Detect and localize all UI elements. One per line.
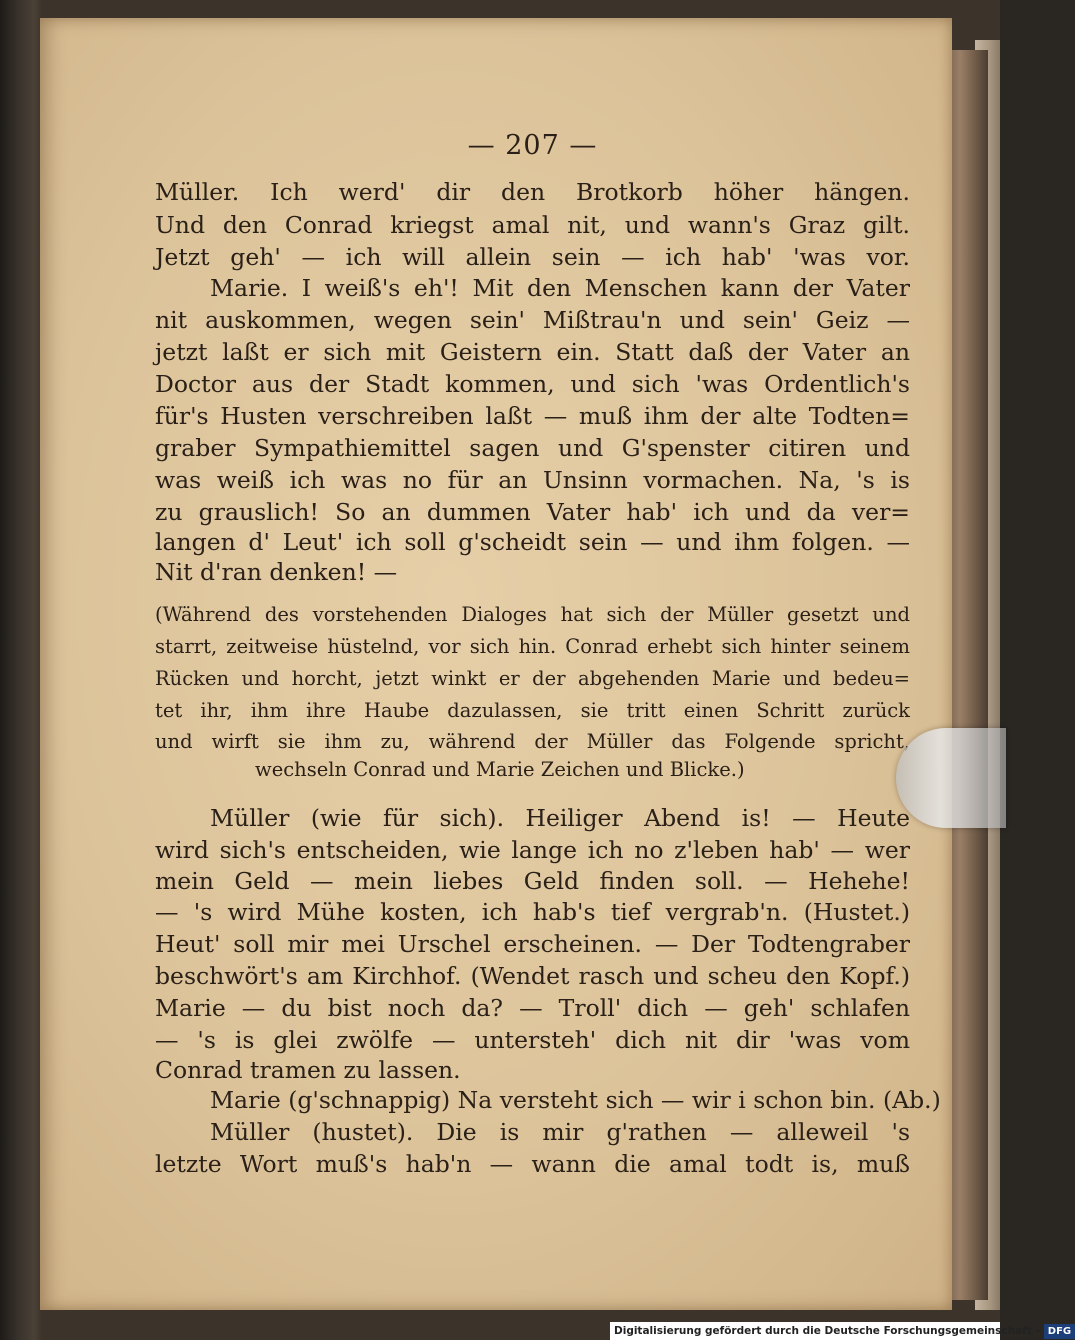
stage-direction-line: starrt, zeitweise hüstelnd, vor sich hin. Conrad erhebt sich hinter seinem (155, 635, 910, 658)
text-line: nit auskommen, wegen sein' Mißtrau'n und sein' Geiz — (155, 306, 910, 334)
text-line: zu grauslich! So an dummen Vater hab' ich und da ver= (155, 498, 910, 526)
text-line: langen d' Leut' ich soll g'scheidt sein — und ihm folgen. — (155, 528, 910, 556)
text-line: Marie (g'schnappig) Na versteht sich — wir i schon bin. (Ab.) (210, 1086, 941, 1114)
digitization-footer (610, 1322, 1072, 1340)
stage-direction-line: Rücken und horcht, jetzt winkt er der abgehenden Marie und bedeu= (155, 667, 910, 690)
text-line: beschwört's am Kirchhof. (Wendet rasch und scheu den Kopf.) (155, 962, 910, 990)
text-line: Doctor aus der Stadt kommen, und sich 'was Ordentlich's (155, 370, 910, 398)
text-line: wird sich's entscheiden, wie lange ich no z'leben hab' — wer (155, 836, 910, 864)
text-line: — 's wird Mühe kosten, ich hab's tief vergrab'n. (Hustet.) (155, 898, 910, 926)
book-cover-edge (948, 50, 988, 1300)
text-line: Marie — du bist noch da? — Troll' dich — geh' schlafen (155, 994, 910, 1022)
text-line: Müller. Ich werd' dir den Brotkorb höher hängen. (155, 178, 910, 206)
dfg-logo-icon: DFG (1044, 1324, 1075, 1339)
text-line: mein Geld — mein liebes Geld finden soll. — Hehehe! (155, 867, 910, 895)
text-line: Marie. I weiß's eh'! Mit den Menschen kann der Vater (210, 274, 910, 302)
text-line: für's Husten verschreiben laßt — muß ihm der alte Todten= (155, 402, 910, 430)
text-line: Jetzt geh' — ich will allein sein — ich hab' 'was vor. (155, 243, 910, 271)
stage-direction-line: (Während des vorstehenden Dialoges hat sich der Müller gesetzt und (155, 603, 910, 626)
page-number: — 207 — (467, 130, 598, 161)
text-line: Nit d'ran denken! — (155, 558, 398, 586)
text-line: Heut' soll mir mei Urschel erscheinen. — Der Todtengraber (155, 930, 910, 958)
text-line: — 's is glei zwölfe — untersteh' dich nit dir 'was vom (155, 1026, 910, 1054)
text-line: Conrad tramen zu lassen. (155, 1056, 461, 1084)
text-line: Müller (hustet). Die is mir g'rathen — alleweil 's (210, 1118, 910, 1146)
text-line: Müller (wie für sich). Heiliger Abend is! — Heute (210, 804, 910, 832)
text-line: was weiß ich was no für an Unsinn vormachen. Na, 's is (155, 466, 910, 494)
stage-direction-line: tet ihr, ihm ihre Haube dazulassen, sie tritt einen Schritt zurück (155, 699, 910, 722)
text-line: Und den Conrad kriegst amal nit, und wann's Graz gilt. (155, 211, 910, 239)
stage-direction-line: und wirft sie ihm zu, während der Müller das Folgende spricht, (155, 730, 910, 753)
text-line: graber Sympathiemittel sagen und G'spenster citiren und (155, 434, 910, 462)
footer-text: Digitalisierung gefördert durch die Deutsche Forschungsgemeinschaft - (614, 1325, 1040, 1337)
text-line: jetzt laßt er sich mit Geistern ein. Statt daß der Vater an (155, 338, 910, 366)
stage-direction-line: wechseln Conrad und Marie Zeichen und Blicke.) (255, 758, 745, 781)
book-page (40, 18, 952, 1310)
text-line: letzte Wort muß's hab'n — wann die amal todt is, muß (155, 1150, 910, 1178)
paper-clip (896, 728, 1006, 828)
